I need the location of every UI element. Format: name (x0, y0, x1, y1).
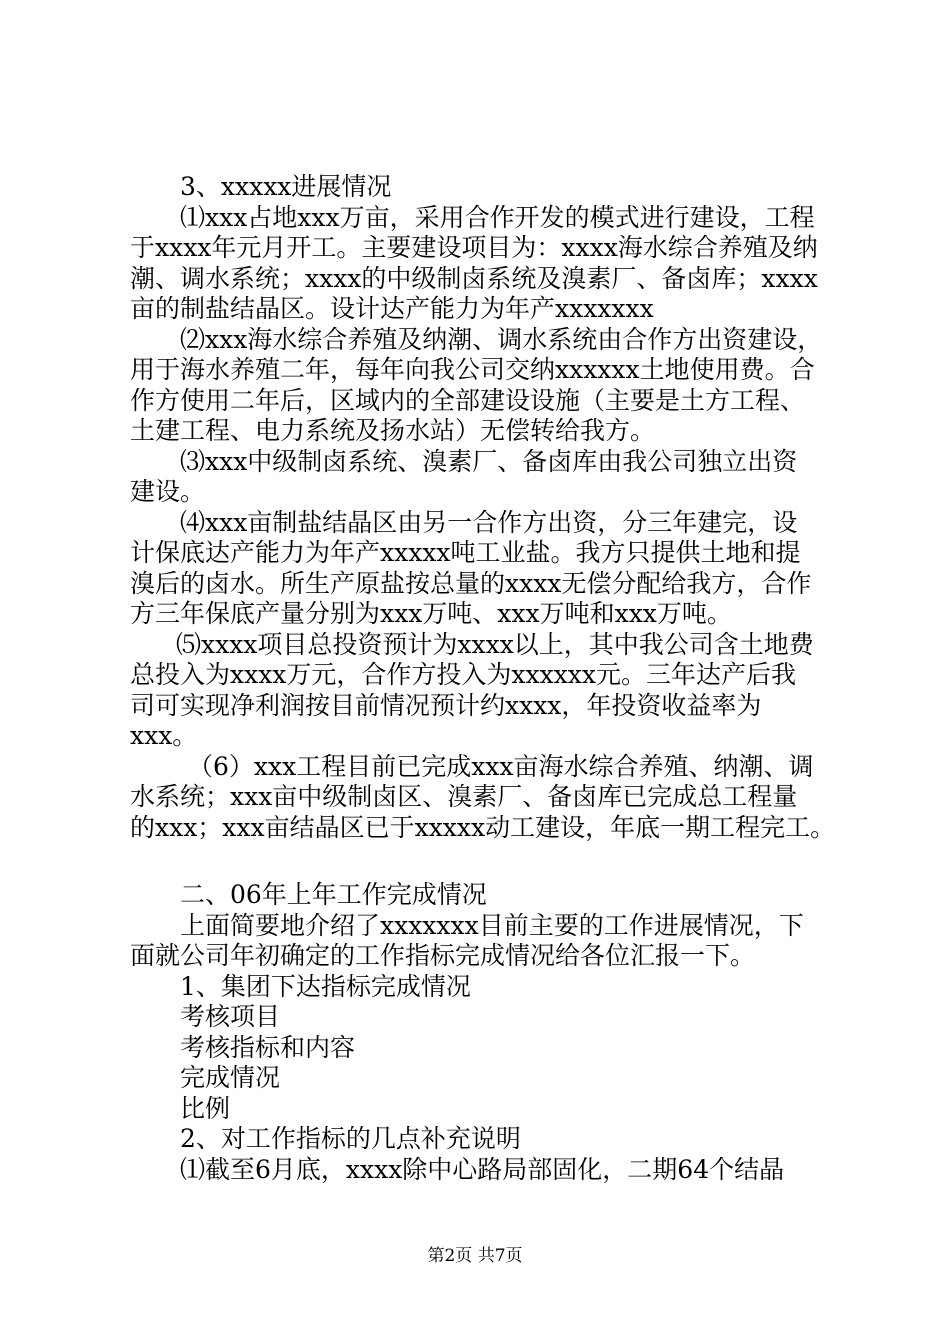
section-gap (130, 843, 835, 880)
page-footer: 第2页 共7页 (427, 1246, 523, 1266)
paragraph-line: 用于海水养殖二年，每年向我公司交纳xxxxxx土地使用费。合 (130, 355, 815, 384)
paragraph-line: ⑸xxxx项目总投资预计为xxxx以上，其中我公司含土地费 (176, 629, 814, 659)
section-heading: 3、xxxxx进展情况 (180, 172, 392, 201)
paragraph-line: （6）xxx工程目前已完成xxx亩海水综合养殖、纳潮、调 (188, 751, 814, 781)
list-item: 考核指标和内容 (180, 1032, 356, 1062)
section-heading: 二、06年上年工作完成情况 (180, 880, 487, 909)
paragraph-line: 上面简要地介绍了xxxxxxx目前主要的工作进展情况，下 (180, 910, 804, 940)
paragraph-line: ⑴截至6月底，xxxx除中心路局部固化，二期64个结晶 (180, 1154, 785, 1184)
paragraph-line: 于xxxx年元月开工。主要建设项目为：xxxx海水综合养殖及纳 (130, 233, 818, 262)
paragraph-line: 计保底达产能力为年产xxxxx吨工业盐。我方只提供土地和提 (130, 538, 801, 567)
paragraph-line: xxx。 (130, 721, 198, 750)
paragraph-line: 水系统；xxx亩中级制卤区、溴素厂、备卤库已完成总工程量 (130, 782, 798, 811)
paragraph-line: 土建工程、电力系统及扬水站）无偿转给我方。 (130, 416, 656, 445)
section-heading: 2、对工作指标的几点补充说明 (180, 1124, 521, 1153)
document-body (130, 172, 835, 1185)
paragraph-line: ⑶xxx中级制卤系统、溴素厂、备卤库由我公司独立出资 (180, 446, 798, 476)
paragraph-line: ⑷xxx亩制盐结晶区由另一合作方出资，分三年建完，设 (180, 507, 798, 537)
paragraph-line: 潮、调水系统；xxxx的中级制卤系统及溴素厂、备卤库；xxxx (130, 263, 818, 293)
paragraph-line: ⑴xxx占地xxx万亩，采用合作开发的模式进行建设，工程 (180, 202, 815, 232)
paragraph-line: 总投入为xxxx万元，合作方投入为xxxxxx元。三年达产后我 (130, 660, 796, 689)
paragraph-line: 面就公司年初确定的工作指标完成情况给各位汇报一下。 (130, 941, 756, 970)
paragraph-line: 亩的制盐结晶区。设计达产能力为年产xxxxxxx (130, 294, 654, 323)
paragraph-line: 作方使用二年后，区域内的全部建设设施（主要是土方工程、 (130, 385, 806, 415)
list-item: 比例 (180, 1093, 231, 1123)
section-heading: 1、集团下达指标完成情况 (180, 971, 471, 1001)
paragraph-line: 建设。 (130, 477, 206, 506)
paragraph-line: 溴后的卤水。所生产原盐按总量的xxxx无偿分配给我方，合作 (130, 568, 812, 598)
paragraph-line: 司可实现净利润按目前情况预计约xxxx，年投资收益率为 (130, 690, 762, 720)
paragraph-line: ⑵xxx海水综合养殖及纳潮、调水系统由合作方出资建设， (180, 324, 823, 354)
list-item: 完成情况 (180, 1063, 281, 1092)
paragraph-line: 方三年保底产量分别为xxx万吨、xxx万吨和xxx万吨。 (130, 599, 732, 628)
list-item: 考核项目 (180, 1002, 281, 1031)
paragraph-line: 的xxx；xxx亩结晶区已于xxxxx动工建设，年底一期工程完工。 (130, 812, 835, 842)
